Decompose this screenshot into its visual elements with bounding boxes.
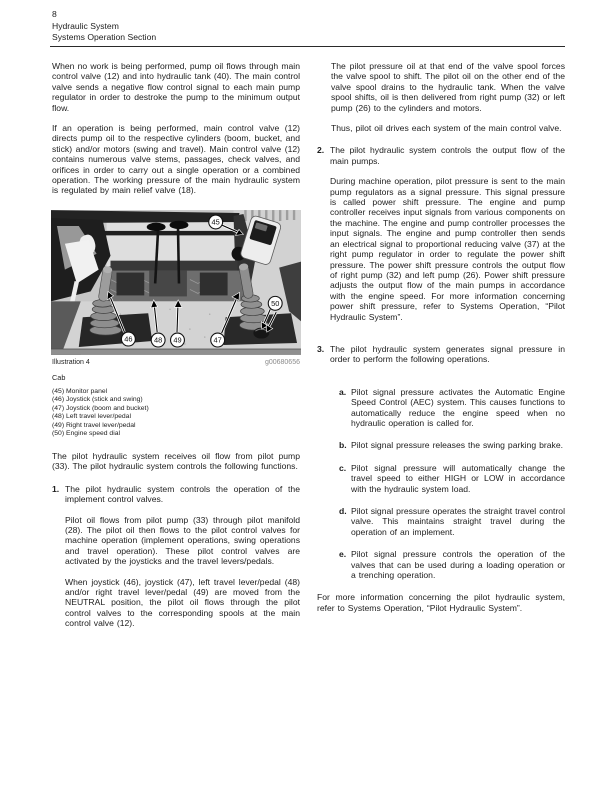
paragraph: Pilot signal pressure operates the straight travel control valve. This maintains straight travel during the operation of an implement. bbox=[351, 506, 565, 537]
item-letter: b. bbox=[339, 440, 347, 451]
callout-45-label: 45 bbox=[211, 217, 220, 227]
paragraph: Thus, pilot oil drives each system of the main control valve. bbox=[331, 123, 562, 134]
header-section: Systems Operation Section bbox=[52, 32, 157, 42]
illustration-title: Cab bbox=[52, 372, 66, 382]
legend-item: (48) Left travel lever/pedal bbox=[52, 413, 131, 421]
right-pedal bbox=[200, 272, 228, 295]
header-title: Hydraulic System bbox=[52, 20, 119, 31]
legend-item: (47) Joystick (boom and bucket) bbox=[52, 404, 149, 412]
illustration-ref-number: g00680656 bbox=[264, 358, 300, 366]
legend-item: (49) Right travel lever/pedal bbox=[52, 421, 136, 429]
item-number: 3. bbox=[317, 343, 325, 354]
item-number: 1. bbox=[52, 483, 60, 494]
paragraph: When no work is being performed, pump oil flows through main control valve (12) and into hydraulic tank (40). The main control valve sends a negative flow control signal to each main pump regulator in order to destroke the pump to the minimum output flow. bbox=[52, 61, 300, 113]
item-letter: a. bbox=[339, 386, 347, 397]
callout-49-label: 49 bbox=[173, 335, 182, 345]
paragraph: During machine operation, pilot pressure is sent to the main pump regulators as a signal pressure. This signal pressure is called power shift pressure. The engine and pump controller receives input signals from various components on the machine. The engine and pump controller processes the input signals. The engine and pump controller then sends an electrical signal to proportional reducing valve (37) at the right pump regulator in order to regulate the power shift pressure. The power shift pressure controls the output flow of right pump (32) and left pump (26). Power shift pressure adjusts the output flow of the main pumps in accordance with the engine speed. For more information concerning power shift pressure, refer to Systems Operation, “Pilot Hydraulic System”. bbox=[330, 176, 565, 322]
lettered-item-d bbox=[339, 506, 565, 537]
illustration-caption bbox=[52, 358, 300, 367]
page-number: 8 bbox=[52, 9, 57, 19]
lettered-item-e bbox=[339, 549, 565, 580]
item-letter: d. bbox=[339, 506, 347, 516]
closing-paragraph: For more information concerning the pilot hydraulic system, refer to Systems Operation, “Pilot Hydraulic System”. bbox=[317, 592, 565, 613]
item-letter: c. bbox=[339, 462, 347, 473]
paragraph: The pilot hydraulic system generates signal pressure in order to perform the following operations. bbox=[330, 343, 565, 365]
item-letter: e. bbox=[339, 549, 347, 560]
callout-47-label: 47 bbox=[213, 335, 222, 345]
paragraph: When joystick (46), joystick (47), left travel lever/pedal (48) and/or right travel lever/pedal (49) are moved from the NEUTRAL position, the pilot oil flows through the pilot control valves to the corresponding spools at the main control valve (12). bbox=[65, 576, 300, 629]
item-number: 2. bbox=[317, 145, 325, 156]
paragraph: Pilot signal pressure activates the Automatic Engine Speed Control (AEC) system. This causes functions to automatically reduce the engine speed when no hydraulic operation is called for. bbox=[351, 386, 565, 428]
legend-item: (46) Joystick (stick and swing) bbox=[52, 396, 143, 404]
callout-46-label: 46 bbox=[124, 334, 133, 344]
paragraph: Pilot signal pressure releases the swing parking brake. bbox=[351, 440, 563, 451]
numbered-item-3 bbox=[317, 344, 565, 375]
paragraph: The pilot hydraulic system controls the output flow of the main pumps. bbox=[330, 145, 565, 166]
paragraph: If an operation is being performed, main control valve (12) directs pump oil to the respective cylinders (boom, bucket, and stick) and/or motors (swing and travel). Main control valve (12) contains numerous valve stems, passages, check valves, and orifices in order to carry out a single operation or a combined operation. The working pressure of the main hydraulic system is regulated by main relief valve (18). bbox=[52, 123, 300, 196]
legend-item: (50) Engine speed dial bbox=[52, 430, 121, 438]
paragraph: Pilot oil flows from pilot pump (33) through pilot manifold (28). The pilot oil then flows to the pilot control valves for machine operation (implement operations, swing operations and travel operation). These pilot control valves are activated by the joysticks and the travel levers/pedals. bbox=[65, 514, 300, 567]
cab-photo-illustration bbox=[51, 210, 301, 355]
page-header bbox=[52, 9, 156, 44]
paragraph: The pilot pressure oil at that end of the valve spool forces the valve spool to shift. The pilot oil on the other end of the valve spool drains to the hydraulic tank. When the valve spool shifts, oil is then delivered from right pump (32) or left pump (26) to the cylinders and motors. bbox=[331, 61, 565, 113]
lettered-item-a bbox=[339, 387, 565, 429]
paragraph: Pilot signal pressure controls the operation of the valves that can be used during a loading operation or a trenching operation. bbox=[351, 549, 565, 581]
illustration-label: Illustration 4 bbox=[52, 358, 90, 366]
illustration-block bbox=[52, 210, 300, 439]
callout-48-label: 48 bbox=[154, 335, 163, 345]
illustration-legend bbox=[52, 388, 300, 439]
lettered-item-c bbox=[339, 463, 565, 494]
legend-item: (45) Monitor panel bbox=[52, 387, 108, 395]
paragraph: The pilot hydraulic system receives oil flow from pilot pump (33). The pilot hydraulic system controls the following functions. bbox=[52, 450, 300, 472]
numbered-item-1 bbox=[52, 484, 300, 639]
header-rule bbox=[50, 46, 565, 47]
paragraph: The pilot hydraulic system controls the operation of the implement control valves. bbox=[65, 483, 300, 505]
right-column bbox=[317, 61, 565, 623]
callout-50-label: 50 bbox=[271, 298, 280, 308]
left-column bbox=[52, 61, 300, 649]
left-pedal bbox=[116, 272, 144, 295]
paragraph: Pilot signal pressure will automatically change the travel speed to either HIGH or LOW in accordance with the hydraulic system load. bbox=[351, 462, 565, 494]
lettered-item-b bbox=[339, 440, 565, 450]
numbered-item-2 bbox=[317, 145, 565, 332]
